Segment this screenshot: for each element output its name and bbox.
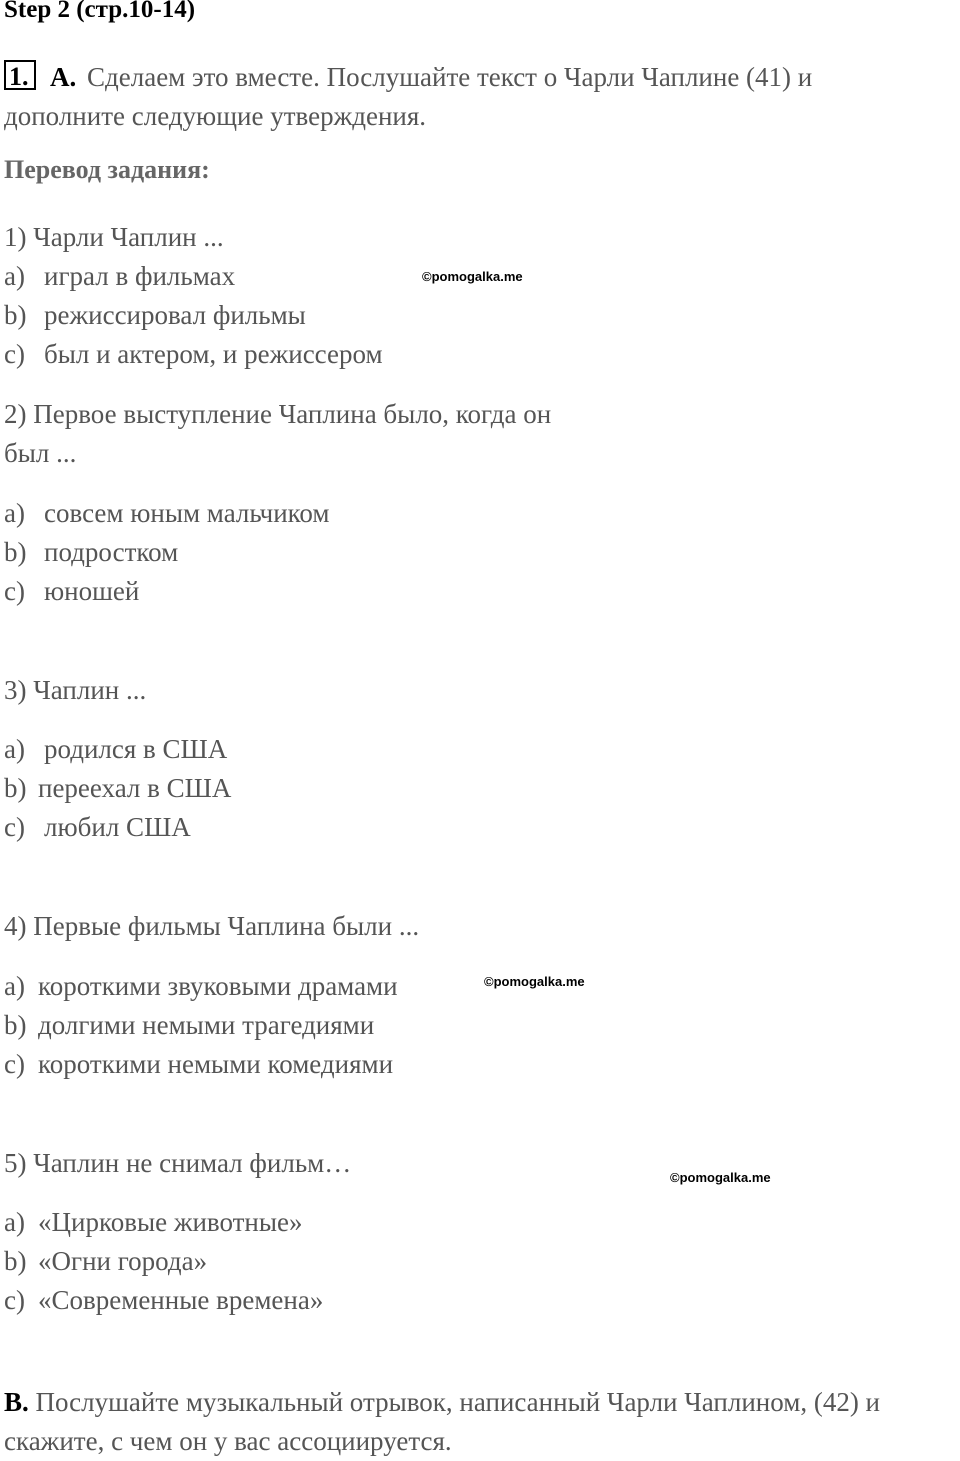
part-b-statement (4, 1383, 960, 1461)
q4-option-b: b) долгими немыми трагедиями (4, 1010, 375, 1040)
q4-option-c: c) короткими немыми комедиями (4, 1049, 394, 1079)
q1-option-a: a) играл в фильмах (4, 261, 236, 291)
q2-option-b: b) подростком (4, 537, 179, 567)
task-text-line2: дополните следующие утверждения. (4, 101, 427, 131)
q1-option-c: c) был и актером, и режиссером (4, 339, 383, 369)
q2-option-c: c) юношей (4, 576, 140, 606)
question-2-line1: 2) Первое выступление Чаплина было, когда он (4, 399, 552, 429)
question-5: 5) Чаплин не снимал фильм… (4, 1148, 352, 1178)
q5-option-c: c) «Современные времена» (4, 1285, 324, 1315)
q1-option-b: b) режиссировал фильмы (4, 300, 306, 330)
page-title: Step 2 (стр.10-14) (4, 0, 196, 23)
q3-option-b: b) переехал в США (4, 773, 232, 803)
task-number-box: 1. (4, 60, 36, 90)
translation-heading: Перевод задания: (4, 155, 210, 184)
q3-option-c: c) любил США (4, 812, 191, 842)
q3-option-a: a) родился в США (4, 734, 228, 764)
question-1: 1) Чарли Чаплин ... (4, 222, 224, 252)
part-a-label: A. (50, 62, 77, 92)
q4-option-a: a) короткими звуковыми драмами (4, 971, 398, 1001)
task-text-line1: Сделаем это вместе. Послушайте текст о Чарли Чаплине (41) и (87, 62, 813, 92)
watermark: ©pomogalka.me (422, 269, 523, 284)
part-b-text: Послушайте музыкальный отрывок, написанный Чарли Чаплином, (42) и скажите, с чем он у вас ассоциируется. (4, 1387, 881, 1456)
q5-option-a: a) «Цирковые животные» (4, 1207, 303, 1237)
part-b-label: B. (4, 1387, 29, 1417)
watermark: ©pomogalka.me (670, 1170, 771, 1185)
question-4: 4) Первые фильмы Чаплина были ... (4, 911, 420, 941)
watermark: ©pomogalka.me (484, 974, 585, 989)
q5-option-b: b) «Огни города» (4, 1246, 208, 1276)
q2-option-a: a) совсем юным мальчиком (4, 498, 330, 528)
question-2-line2: был ... (4, 438, 77, 468)
task-statement (4, 58, 812, 136)
question-3: 3) Чаплин ... (4, 675, 147, 705)
